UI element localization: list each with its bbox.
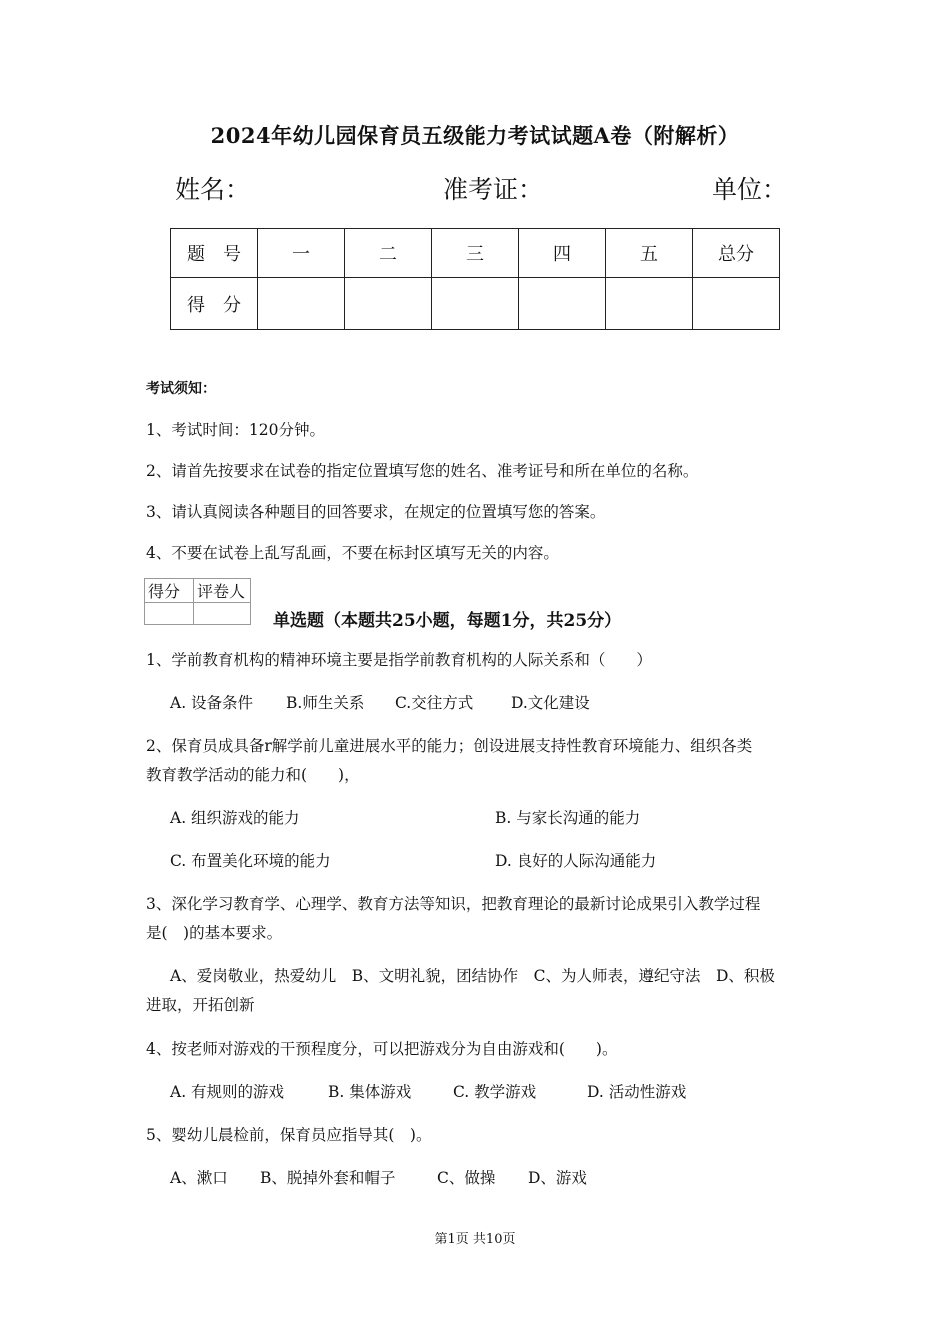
page-title: 2024年幼儿园保育员五级能力考试试题A卷（附解析）: [210, 123, 740, 148]
question-stem: 教育教学活动的能力和( )，: [146, 766, 360, 784]
notice-item: 4、不要在试卷上乱写乱画，不要在标封区填写无关的内容。: [146, 544, 559, 562]
question-option: B.师生关系: [286, 694, 365, 712]
question-option: A. 有规则的游戏: [170, 1083, 285, 1101]
score-cell-5[interactable]: [606, 278, 693, 330]
score-cell-1[interactable]: [258, 278, 345, 330]
question-stem: 1、学前教育机构的精神环境主要是指学前教育机构的人际关系和（ ）: [146, 651, 652, 669]
grader-score-cell[interactable]: [145, 603, 194, 625]
page-footer: 第1页 共10页: [434, 1232, 516, 1247]
question-stem: 是( )的基本要求。: [146, 924, 283, 942]
question-option: C. 教学游戏: [453, 1083, 537, 1101]
grader-name-label: 评卷人: [194, 579, 251, 603]
score-cell-2[interactable]: [345, 278, 432, 330]
header-cell-2: 二: [345, 229, 432, 278]
question-option: C. 布置美化环境的能力: [170, 852, 331, 870]
question-stem: 5、婴幼儿晨检前，保育员应指导其( )。: [146, 1126, 432, 1144]
score-table: [170, 228, 780, 330]
question-option: B. 集体游戏: [328, 1083, 412, 1101]
header-cell-5: 五: [606, 229, 693, 278]
grader-name-cell[interactable]: [194, 603, 251, 625]
question-stem: 3、深化学习教育学、心理学、教育方法等知识，把教育理论的最新讨论成果引入教学过程: [146, 895, 761, 913]
score-cell-3[interactable]: [432, 278, 519, 330]
exam-id-field-label: 准考证：: [443, 175, 544, 204]
name-field-label: 姓名：: [175, 175, 251, 204]
score-cell-total[interactable]: [693, 278, 780, 330]
header-cell-1: 一: [258, 229, 345, 278]
question-stem: 4、按老师对游戏的干预程度分，可以把游戏分为自由游戏和( )。: [146, 1040, 618, 1058]
question-option: B. 与家长沟通的能力: [495, 809, 641, 827]
grader-box: [144, 578, 251, 625]
header-cell-4: 四: [519, 229, 606, 278]
notice-item: 1、考试时间：120分钟。: [146, 421, 325, 439]
notice-item: 2、请首先按要求在试卷的指定位置填写您的姓名、准考证号和所在单位的名称。: [146, 462, 699, 480]
question-option: 进取，开拓创新: [146, 996, 255, 1014]
question-option: D. 良好的人际沟通能力: [495, 852, 657, 870]
score-row-label: 得 分: [171, 278, 258, 330]
notice-heading: 考试须知：: [146, 381, 216, 397]
question-option: C.交往方式: [395, 694, 474, 712]
score-cell-4[interactable]: [519, 278, 606, 330]
notice-item: 3、请认真阅读各种题目的回答要求，在规定的位置填写您的答案。: [146, 503, 606, 521]
header-cell-label: 题 号: [171, 229, 258, 278]
question-option: D.文化建设: [511, 694, 590, 712]
question-option: D、游戏: [528, 1169, 587, 1187]
question-option: C、做操: [437, 1169, 496, 1187]
header-cell-total: 总分: [693, 229, 780, 278]
grader-score-label: 得分: [145, 579, 194, 603]
question-option: A、漱口: [170, 1169, 228, 1187]
question-option: A. 组织游戏的能力: [170, 809, 300, 827]
question-stem: 2、保育员成具备r解学前儿童进展水平的能力；创设进展支持性教育环境能力、组织各类: [146, 737, 753, 755]
header-cell-3: 三: [432, 229, 519, 278]
question-option: B、脱掉外套和帽子: [260, 1169, 396, 1187]
score-table-score-row: [171, 278, 780, 330]
section-title: 单选题（本题共25小题，每题1分，共25分）: [273, 611, 622, 631]
unit-field-label: 单位：: [712, 175, 788, 204]
question-option: A. 设备条件: [170, 694, 254, 712]
question-option: A、爱岗敬业，热爱幼儿 B、文明礼貌，团结协作 C、为人师表，遵纪守法 D、积极: [170, 967, 775, 985]
question-option: D. 活动性游戏: [587, 1083, 687, 1101]
score-table-header-row: [171, 229, 780, 278]
